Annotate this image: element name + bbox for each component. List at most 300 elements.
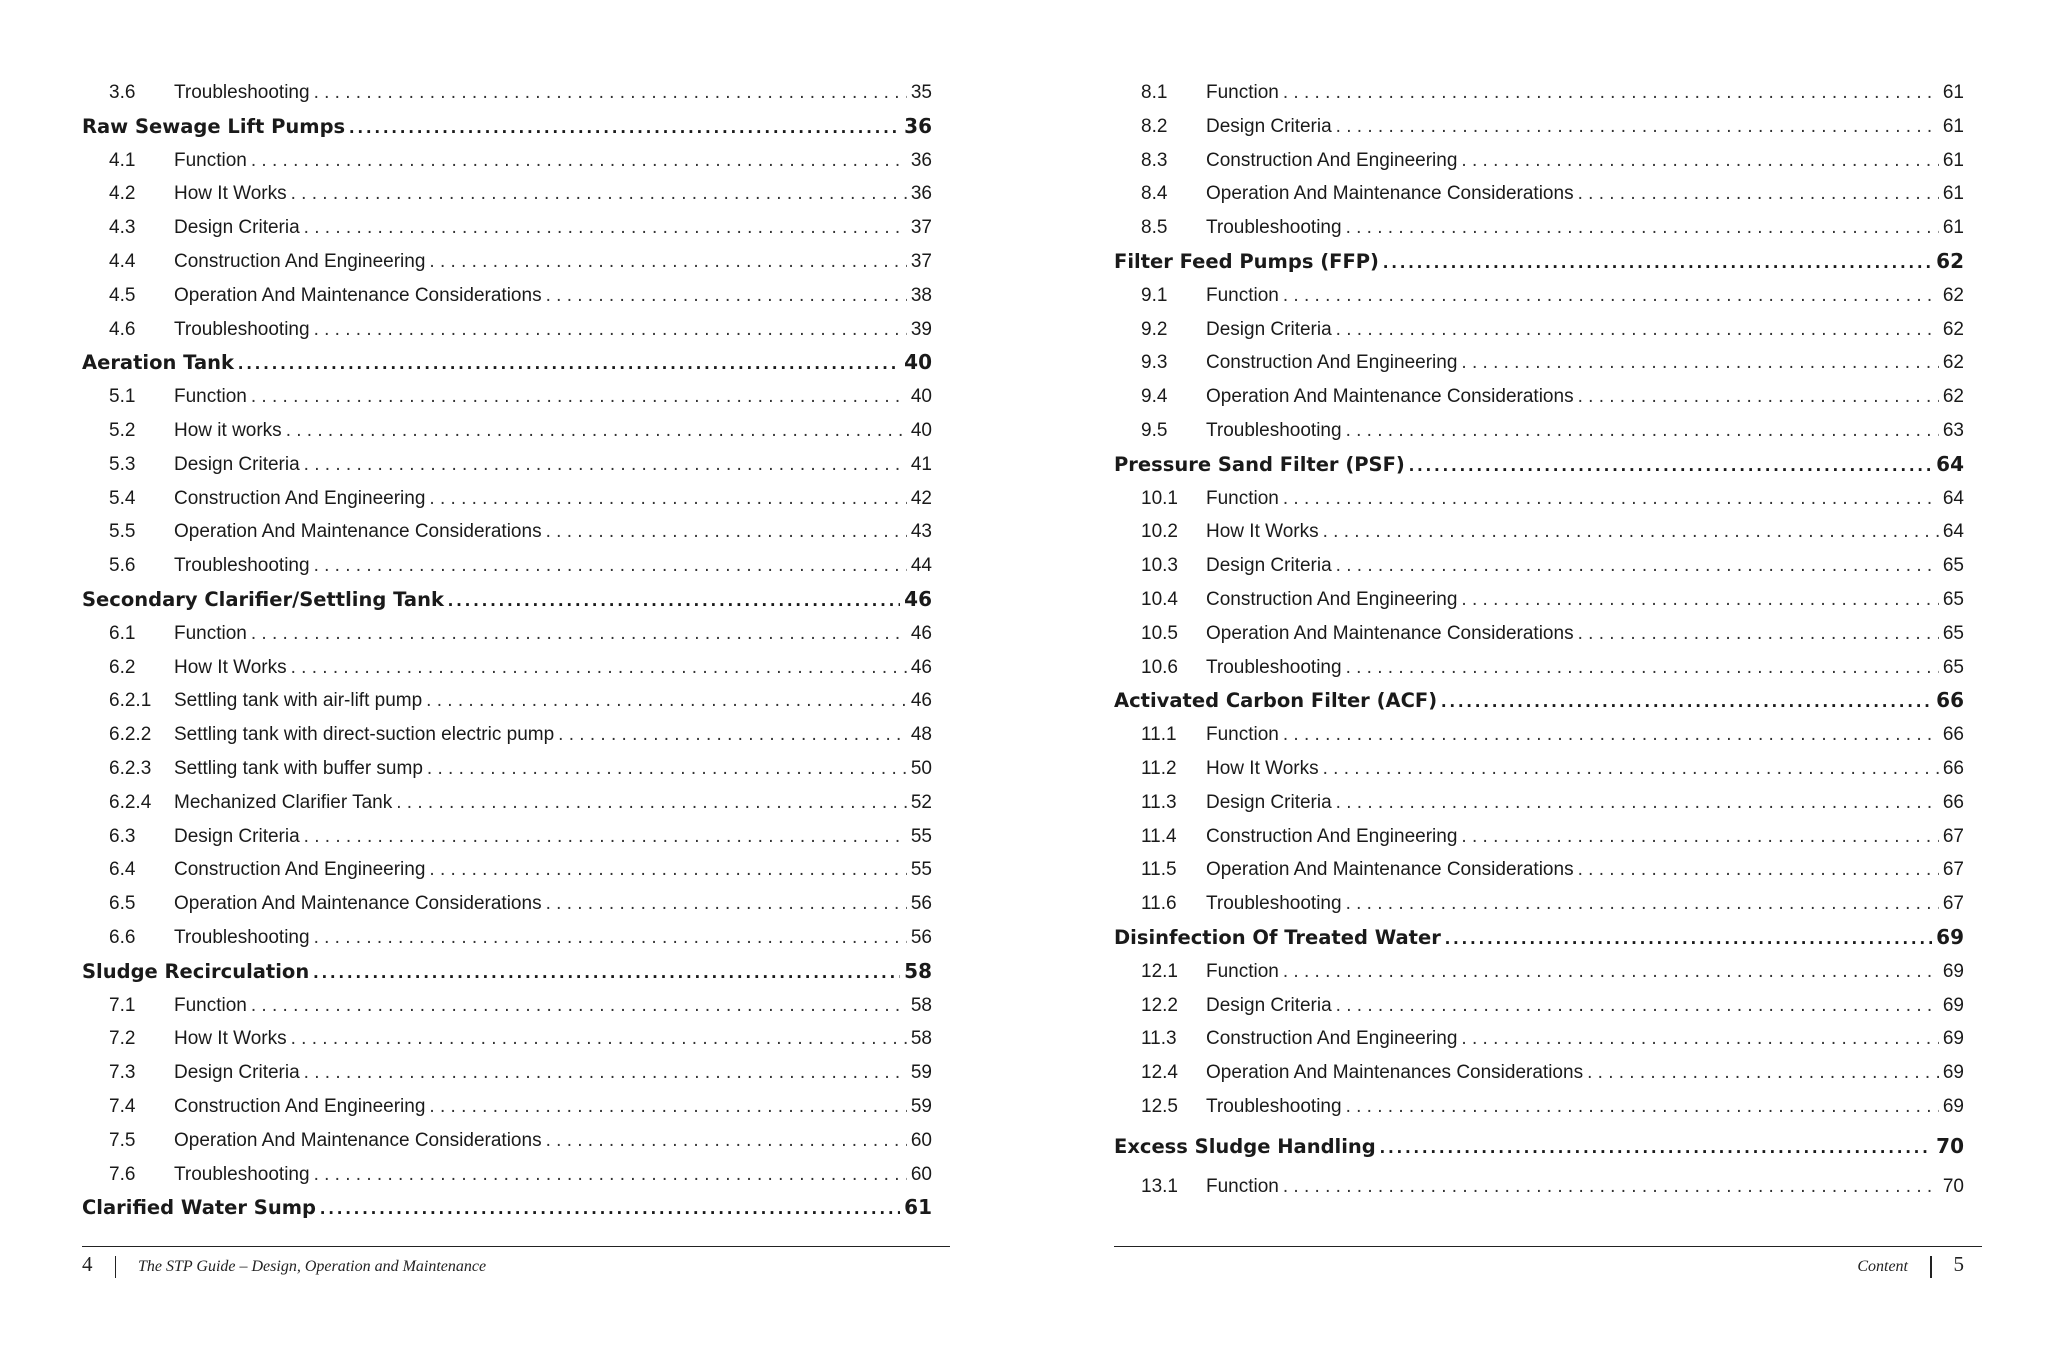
dot-leader [1461,144,1938,178]
toc-section-entry[interactable] [82,313,932,347]
section-title: Operation And Maintenance Considerations [1206,386,1574,408]
toc-section-entry[interactable] [1114,313,1964,347]
section-number: 6.2.3 [109,757,152,779]
toc-section-entry[interactable] [82,1022,932,1056]
section-title: How It Works [174,1028,287,1050]
section-title: Function [1206,487,1279,509]
chapter-title: Pressure Sand Filter (PSF) [1114,452,1405,476]
toc-section-entry[interactable] [1114,1022,1964,1056]
section-number: 4.6 [109,318,136,340]
toc-section-entry[interactable] [1114,583,1964,617]
section-number: 12.5 [1141,1095,1178,1117]
toc-page-number: 62 [1936,248,1964,273]
section-number: 5.1 [109,386,136,408]
toc-section-entry[interactable] [1114,346,1964,380]
toc-page-number: 40 [910,419,932,441]
section-title: Mechanized Clarifier Tank [174,791,393,813]
toc-chapter-entry[interactable] [82,110,932,144]
toc-page-number: 50 [910,757,932,779]
section-title: Design Criteria [1206,115,1332,137]
toc-section-entry[interactable] [82,549,932,583]
toc-section-entry[interactable] [1114,211,1964,245]
section-number: 12.4 [1141,1062,1178,1084]
toc-section-entry[interactable] [1114,144,1964,178]
dot-leader [1409,449,1932,482]
chapter-title: Filter Feed Pumps (FFP) [1114,249,1379,273]
toc-section-entry[interactable] [82,887,932,921]
footer-rule [82,1246,950,1247]
section-title: Troubleshooting [1206,656,1342,678]
section-number: 8.2 [1141,115,1168,137]
toc-page-number: 66 [1942,791,1964,813]
dot-leader [1346,651,1939,685]
section-number: 4.5 [109,284,136,306]
section-title: Function [174,994,247,1016]
chapter-title: Sludge Recirculation [82,959,310,983]
section-title: Function [1206,284,1279,306]
toc-section-entry[interactable] [1114,177,1964,211]
toc-section-entry[interactable] [82,279,932,313]
section-title: Settling tank with air-lift pump [174,690,423,712]
section-title: Function [1206,1175,1279,1197]
toc-page-number: 69 [1942,1062,1964,1084]
dot-leader [251,989,907,1023]
page-footer [82,1252,486,1278]
section-number: 10.6 [1141,656,1178,678]
chapter-title: Aeration Tank [82,351,234,375]
section-number: 6.2.4 [109,791,152,813]
toc-page-number: 37 [910,250,932,272]
dot-leader [1336,549,1939,583]
dot-leader [304,1056,907,1090]
section-number: 10.5 [1141,622,1178,644]
dot-leader [1336,110,1939,144]
section-title: Construction And Engineering [174,859,426,881]
section-number: 8.4 [1141,183,1168,205]
section-title: Construction And Engineering [1206,1028,1458,1050]
section-number: 6.2 [109,656,136,678]
section-number: 9.4 [1141,386,1168,408]
toc-page-number: 55 [910,825,932,847]
section-number: 5.5 [109,521,136,543]
toc-section-entry[interactable] [1114,279,1964,313]
section-number: 12.1 [1141,960,1178,982]
page-number: 4 [82,1252,93,1276]
section-title: Troubleshooting [174,82,310,103]
section-title: Troubleshooting [174,318,310,340]
toc-section-entry[interactable] [82,617,932,651]
toc-list-right [1114,76,1964,1203]
section-title: Operation And Maintenance Considerations [174,284,542,306]
dot-leader [429,245,906,279]
toc-page-number: 56 [910,893,932,915]
dot-leader [1578,177,1939,211]
toc-page-number: 60 [910,1129,932,1151]
toc-page-number: 46 [910,690,932,712]
dot-leader [1441,685,1932,718]
dot-leader [1445,922,1932,955]
dot-leader [349,111,900,144]
running-title: Content [1857,1258,1908,1275]
toc-section-entry[interactable] [82,76,932,110]
toc-section-entry[interactable] [82,448,932,482]
toc-section-entry[interactable] [82,684,932,718]
dot-leader [251,617,907,651]
dot-leader [1336,989,1939,1023]
section-number: 10.1 [1141,487,1178,509]
section-number: 4.2 [109,183,136,205]
toc-page-number: 39 [910,318,932,340]
dot-leader [314,1158,907,1192]
toc-section-entry[interactable] [82,921,932,955]
toc-page-number: 35 [910,82,932,103]
section-title: Operation And Maintenance Considerations [174,893,542,915]
toc-section-entry[interactable] [1114,651,1964,685]
footer-separator [1930,1256,1932,1278]
toc-section-entry[interactable] [82,245,932,279]
toc-section-entry[interactable] [1114,955,1964,989]
toc-page-number: 69 [1936,924,1964,949]
toc-page-number: 46 [910,656,932,678]
toc-section-entry[interactable] [82,786,932,820]
section-number: 11.3 [1141,1028,1177,1050]
toc-page-number: 55 [910,859,932,881]
section-title: Function [1206,82,1279,103]
toc-section-entry[interactable] [1114,617,1964,651]
dot-leader [426,684,907,718]
dot-leader [1578,380,1939,414]
section-number: 4.3 [109,217,136,239]
toc-chapter-entry[interactable] [82,346,932,380]
toc-page-number: 67 [1942,825,1964,847]
toc-page-number: 61 [1942,149,1964,171]
page-number: 5 [1953,1252,1964,1276]
toc-page-number: 70 [1936,1133,1964,1158]
toc-section-entry[interactable] [1114,110,1964,144]
dot-leader [1578,617,1939,651]
section-number: 13.1 [1141,1175,1178,1197]
toc-page-number: 59 [910,1095,932,1117]
dot-leader [314,313,907,347]
toc-page-number: 65 [1942,656,1964,678]
toc-section-entry[interactable] [82,414,932,448]
dot-leader [291,177,907,211]
toc-page-number: 69 [1942,1028,1964,1050]
toc-chapter-entry[interactable] [82,583,932,617]
toc-chapter-entry[interactable] [1114,448,1964,482]
toc-page-number: 48 [910,724,932,746]
dot-leader [286,414,907,448]
section-title: Troubleshooting [1206,419,1342,441]
toc-section-entry[interactable] [82,177,932,211]
section-number: 11.2 [1141,757,1177,779]
dot-leader [1283,1170,1939,1204]
toc-page-number: 65 [1942,588,1964,610]
toc-page-number: 46 [904,586,932,611]
toc-section-entry[interactable] [82,853,932,887]
toc-page-number: 36 [910,149,932,171]
section-number: 9.1 [1141,284,1168,306]
dot-leader [251,144,907,178]
section-title: Operation And Maintenance Considerations [174,521,542,543]
toc-page-number: 61 [1942,115,1964,137]
toc-page-number: 65 [1942,555,1964,577]
toc-chapter-entry[interactable] [1114,1130,1964,1164]
chapter-title: Activated Carbon Filter (ACF) [1114,689,1438,713]
section-title: How It Works [174,183,287,205]
section-title: Operation And Maintenance Considerations [1206,183,1574,205]
dot-leader [313,956,900,989]
toc-section-entry[interactable] [82,752,932,786]
toc-page-number: 69 [1942,960,1964,982]
section-number: 9.2 [1141,318,1168,340]
section-number: 6.1 [109,622,136,644]
section-title: Settling tank with buffer sump [174,757,423,779]
toc-page-number: 62 [1942,318,1964,340]
section-number: 8.3 [1141,149,1168,171]
toc-page-number: 67 [1942,859,1964,881]
toc-page-number: 43 [910,521,932,543]
toc-list-left [82,76,932,1225]
section-number: 6.2.1 [109,690,152,712]
dot-leader [314,921,907,955]
dot-leader [304,820,907,854]
section-title: Design Criteria [174,1062,300,1084]
section-number: 6.4 [109,859,136,881]
toc-section-entry[interactable] [82,1158,932,1192]
toc-chapter-entry[interactable] [82,955,932,989]
dot-leader [1461,1022,1938,1056]
footer-rule [1114,1246,1982,1247]
toc-page-number: 58 [904,958,932,983]
section-number: 6.6 [109,926,136,948]
dot-leader [427,752,907,786]
toc-section-entry[interactable] [1114,1090,1964,1124]
toc-chapter-entry[interactable] [82,1191,932,1225]
section-title: Construction And Engineering [174,1095,426,1117]
toc-page-number: 44 [910,555,932,577]
dot-leader [304,211,907,245]
dot-leader [1283,718,1939,752]
section-title: Operation And Maintenance Considerations [174,1129,542,1151]
toc-page-number: 67 [1942,893,1964,915]
dot-leader [1283,279,1939,313]
dot-leader [304,448,907,482]
toc-page-number: 42 [910,487,932,509]
section-number: 8.1 [1141,82,1168,103]
toc-page-number: 52 [910,791,932,813]
toc-section-entry[interactable] [82,1124,932,1158]
dot-leader [1346,1090,1939,1124]
section-title: Troubleshooting [1206,893,1342,915]
toc-page-number: 64 [1942,487,1964,509]
section-title: Design Criteria [1206,555,1332,577]
section-number: 3.6 [109,82,136,103]
toc-page-number: 41 [910,453,932,475]
section-number: 7.3 [109,1062,136,1084]
toc-page-number: 38 [910,284,932,306]
dot-leader [1336,313,1939,347]
running-title: The STP Guide – Design, Operation and Maintenance [138,1258,487,1275]
dot-leader [1283,482,1939,516]
section-title: Function [174,622,247,644]
toc-page-number: 36 [910,183,932,205]
toc-page-number: 56 [910,926,932,948]
section-number: 5.4 [109,487,136,509]
toc-page-number: 61 [904,1195,932,1220]
section-title: Design Criteria [1206,791,1332,813]
section-title: Design Criteria [174,217,300,239]
footer-separator [115,1256,117,1278]
section-number: 7.1 [109,994,136,1016]
right-page [1024,0,2048,1348]
toc-page-number: 40 [910,386,932,408]
section-number: 5.2 [109,419,136,441]
section-title: Troubleshooting [1206,1095,1342,1117]
dot-leader [314,76,907,110]
toc-section-entry[interactable] [82,515,932,549]
dot-leader [1346,414,1939,448]
section-number: 6.5 [109,893,136,915]
toc-page-number: 64 [1942,521,1964,543]
toc-page-number: 66 [1942,757,1964,779]
section-number: 12.2 [1141,994,1178,1016]
section-title: Construction And Engineering [174,487,426,509]
dot-leader [1346,211,1939,245]
toc-section-entry[interactable] [1114,414,1964,448]
toc-section-entry[interactable] [82,380,932,414]
dot-leader [1461,346,1938,380]
toc-page-number: 63 [1942,419,1964,441]
section-number: 5.6 [109,555,136,577]
toc-section-entry[interactable] [82,1090,932,1124]
section-number: 4.4 [109,250,136,272]
section-number: 8.5 [1141,217,1168,239]
dot-leader [291,1022,907,1056]
toc-section-entry[interactable] [1114,853,1964,887]
toc-page-number: 62 [1942,386,1964,408]
toc-section-entry[interactable] [1114,76,1964,110]
section-number: 7.6 [109,1163,136,1185]
dot-leader [320,1192,900,1225]
toc-chapter-entry[interactable] [1114,684,1964,718]
toc-section-entry[interactable] [82,651,932,685]
toc-page-number: 69 [1942,1095,1964,1117]
section-number: 10.3 [1141,555,1178,577]
dot-leader [429,482,906,516]
chapter-title: Clarified Water Sump [82,1196,317,1220]
dot-leader [1283,955,1939,989]
toc-section-entry[interactable] [82,144,932,178]
dot-leader [1336,786,1939,820]
section-number: 4.1 [109,149,136,171]
dot-leader [546,1124,907,1158]
toc-section-entry[interactable] [1114,380,1964,414]
toc-section-entry[interactable] [1114,549,1964,583]
dot-leader [1346,887,1939,921]
toc-section-entry[interactable] [1114,718,1964,752]
dot-leader [1323,752,1939,786]
section-title: Function [174,149,247,171]
toc-chapter-entry[interactable] [1114,921,1964,955]
dot-leader [546,515,907,549]
toc-section-entry[interactable] [1114,752,1964,786]
section-number: 5.3 [109,453,136,475]
toc-section-entry[interactable] [1114,1056,1964,1090]
dot-leader [448,584,900,617]
toc-section-entry[interactable] [1114,515,1964,549]
toc-section-entry[interactable] [82,1056,932,1090]
dot-leader [546,887,907,921]
section-number: 7.2 [109,1028,136,1050]
section-title: Construction And Engineering [1206,588,1458,610]
dot-leader [251,380,907,414]
section-number: 7.5 [109,1129,136,1151]
section-title: How It Works [174,656,287,678]
dot-leader [314,549,907,583]
toc-section-entry[interactable] [1114,989,1964,1023]
toc-section-entry[interactable] [1114,482,1964,516]
section-number: 6.3 [109,825,136,847]
toc-page-number: 61 [1942,183,1964,205]
section-number: 10.2 [1141,521,1178,543]
toc-section-entry[interactable] [82,718,932,752]
section-title: Troubleshooting [174,1163,310,1185]
section-title: Construction And Engineering [1206,352,1458,374]
section-title: Function [1206,724,1279,746]
dot-leader [429,853,906,887]
section-title: Settling tank with direct-suction electric pump [174,724,555,746]
section-title: Design Criteria [174,453,300,475]
toc-page-number: 64 [1936,451,1964,476]
toc-section-entry[interactable] [1114,820,1964,854]
dot-leader [1578,853,1939,887]
chapter-title: Disinfection Of Treated Water [1114,925,1441,949]
toc-section-entry[interactable] [82,820,932,854]
toc-page-number: 37 [910,217,932,239]
toc-page-number: 46 [910,622,932,644]
dot-leader [291,651,907,685]
section-title: How It Works [1206,757,1319,779]
toc-page-number: 65 [1942,622,1964,644]
section-number: 7.4 [109,1095,136,1117]
toc-section-entry[interactable] [82,211,932,245]
section-title: Construction And Engineering [1206,825,1458,847]
section-title: Operation And Maintenance Considerations [1206,859,1574,881]
dot-leader [1323,515,1939,549]
section-number: 11.3 [1141,791,1177,813]
toc-chapter-entry[interactable] [1114,245,1964,279]
toc-section-entry[interactable] [1114,786,1964,820]
dot-leader [1461,820,1938,854]
dot-leader [1380,1131,1932,1164]
section-number: 11.6 [1141,893,1177,915]
toc-page-number: 58 [910,994,932,1016]
toc-section-entry[interactable] [82,989,932,1023]
toc-page-number: 70 [1942,1175,1964,1197]
toc-section-entry[interactable] [1114,1170,1964,1204]
toc-section-entry[interactable] [82,482,932,516]
dot-leader [238,347,900,380]
dot-leader [558,718,907,752]
section-title: Troubleshooting [174,926,310,948]
toc-section-entry[interactable] [1114,887,1964,921]
section-number: 9.5 [1141,419,1168,441]
section-title: How it works [174,419,282,441]
toc-page-number: 66 [1936,688,1964,713]
section-number: 10.4 [1141,588,1178,610]
toc-page-number: 61 [1942,217,1964,239]
